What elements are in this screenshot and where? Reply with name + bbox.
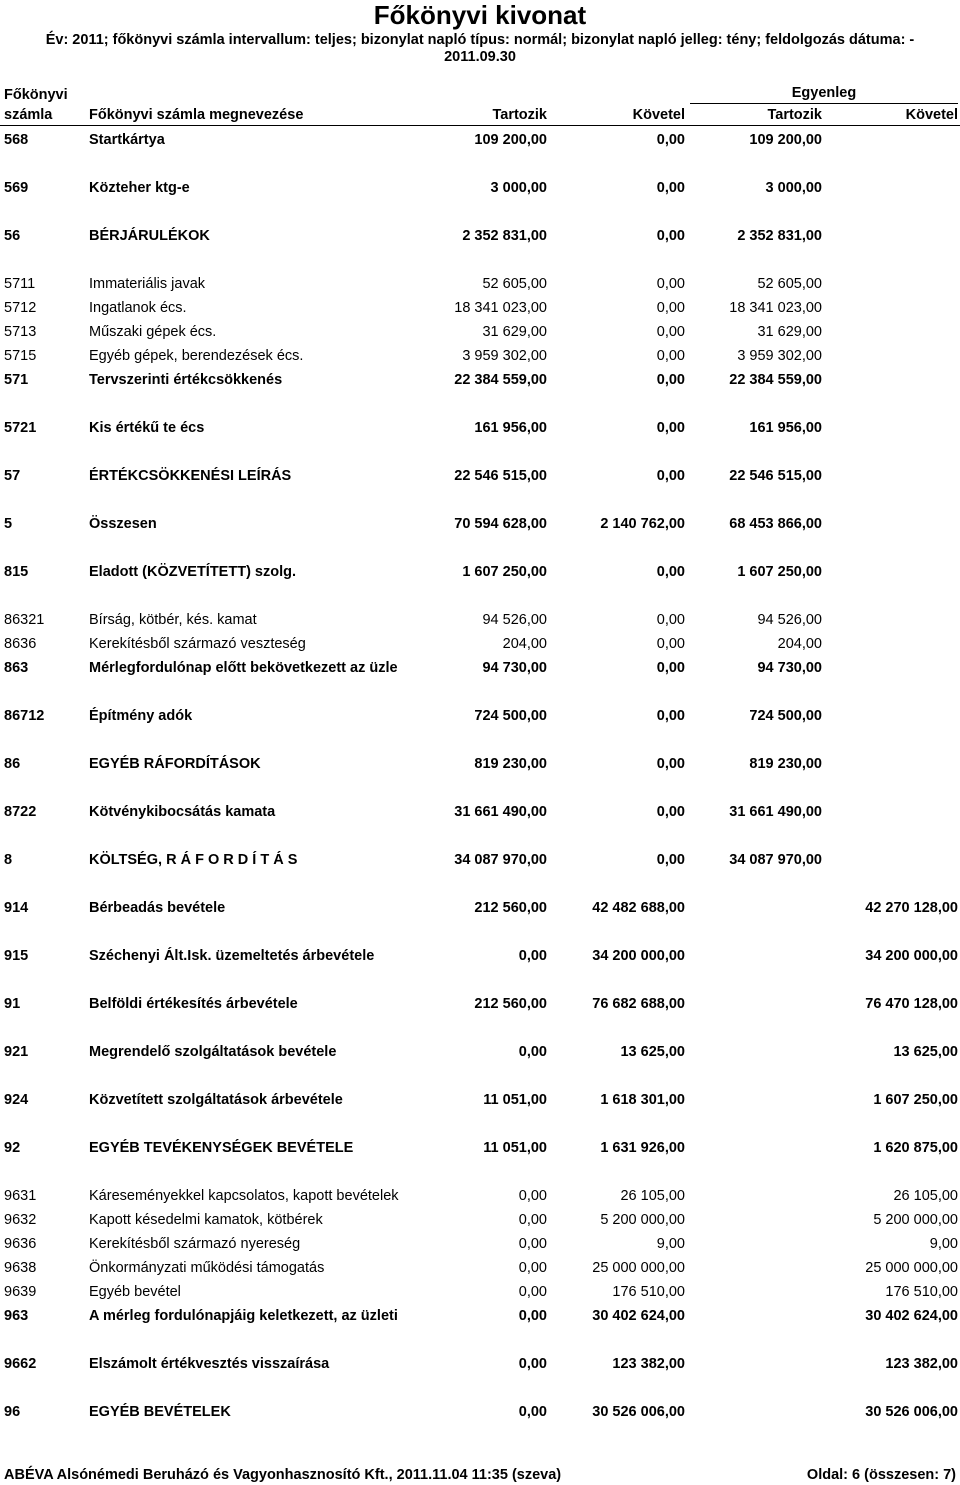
balance-credit-value: 30 402 624,00 [865,1308,958,1324]
account-number: 86 [4,756,21,772]
credit-value: 1 618 301,00 [600,1092,685,1108]
balance-credit-value: 13 625,00 [893,1044,958,1060]
header-account-line1: Főkönyvi [4,87,68,103]
table-row [0,1403,960,1421]
debit-value: 0,00 [518,1260,547,1276]
balance-credit-value: 25 000 000,00 [865,1260,958,1276]
account-name: Elszámolt értékvesztés visszaírása [89,1356,330,1372]
account-number: 569 [4,180,29,196]
account-number: 568 [4,132,29,148]
credit-value: 0,00 [656,300,685,316]
credit-value: 0,00 [656,756,685,772]
table-row [0,1187,960,1205]
credit-value: 26 105,00 [620,1188,685,1204]
balance-debit-value: 3 000,00 [765,180,822,196]
table-row [0,1211,960,1229]
balance-credit-value: 42 270 128,00 [865,900,958,916]
table-row [0,659,960,677]
debit-value: 212 560,00 [474,996,547,1012]
report-title: Főkönyvi kivonat [373,0,587,30]
balance-credit-value: 26 105,00 [893,1188,958,1204]
balance-debit-value: 22 546 515,00 [729,468,822,484]
credit-value: 0,00 [656,372,685,388]
balance-credit-value: 30 526 006,00 [865,1404,958,1420]
footer-company: ABÉVA Alsónémedi Beruházó és Vagyonhasznosító Kft., 2011.11.04 11:35 (szeva) [4,1467,562,1483]
debit-value: 31 661 490,00 [454,804,547,820]
table-row [0,179,960,197]
table-row [0,1259,960,1277]
table-row [0,347,960,365]
credit-value: 0,00 [656,564,685,580]
debit-value: 11 051,00 [483,1092,547,1108]
account-name: Kapott késedelmi kamatok, kötbérek [89,1212,323,1228]
account-name: Közvetített szolgáltatások árbevétele [89,1092,343,1108]
credit-value: 30 526 006,00 [592,1404,685,1420]
account-number: 86321 [4,612,45,628]
balance-debit-value: 2 352 831,00 [737,228,822,244]
balance-credit-value: 176 510,00 [885,1284,958,1300]
credit-value: 30 402 624,00 [592,1308,685,1324]
debit-value: 11 051,00 [483,1140,547,1156]
account-name: Egyéb bevétel [89,1284,181,1300]
header-balance: Egyenleg [791,85,857,101]
account-number: 8722 [4,804,37,820]
table-row [0,131,960,149]
table-row [0,707,960,725]
credit-value: 9,00 [656,1236,685,1252]
account-name: Bérbeadás bevétele [89,900,226,916]
credit-value: 0,00 [656,468,685,484]
account-number: 815 [4,564,29,580]
balance-credit-value: 1 620 875,00 [873,1140,958,1156]
header-balance-debit: Tartozik [767,107,822,123]
account-name: Mérlegfordulónap előtt bekövetkezett az üzle [89,660,398,676]
debit-value: 3 000,00 [490,180,547,196]
debit-value: 109 200,00 [474,132,547,148]
credit-value: 2 140 762,00 [600,516,685,532]
table-row [0,851,960,869]
credit-value: 1 631 926,00 [600,1140,685,1156]
account-number: 9632 [4,1212,37,1228]
report-subtitle [0,32,960,66]
debit-value: 0,00 [518,1212,547,1228]
account-name: Közteher ktg-e [89,180,190,196]
debit-value: 212 560,00 [474,900,547,916]
account-number: 5715 [4,348,37,364]
account-name: Eladott (KÖZVETÍTETT) szolg. [89,564,297,580]
debit-value: 0,00 [518,1356,547,1372]
account-name: EGYÉB TEVÉKENYSÉGEK BEVÉTELE [89,1140,354,1156]
balance-debit-value: 1 607 250,00 [737,564,822,580]
balance-credit-value: 34 200 000,00 [865,948,958,964]
account-name: Kötvénykibocsátás kamata [89,804,276,820]
credit-value: 0,00 [656,348,685,364]
account-name: Kerekítésből származó nyereség [89,1236,301,1252]
debit-value: 0,00 [518,1404,547,1420]
debit-value: 724 500,00 [474,708,547,724]
table-row [0,635,960,653]
balance-debit-value: 18 341 023,00 [729,300,822,316]
debit-value: 0,00 [518,1284,547,1300]
debit-value: 94 526,00 [482,612,547,628]
account-name: Építmény adók [89,708,193,724]
header-account-name: Főkönyvi számla megnevezése [89,107,304,123]
balance-debit-value: 724 500,00 [749,708,822,724]
credit-value: 123 382,00 [612,1356,685,1372]
table-row [0,947,960,965]
account-name: Széchenyi Ált.Isk. üzemeltetés árbevétele [89,948,375,964]
header-balance-rule [690,103,958,104]
balance-credit-value: 76 470 128,00 [865,996,958,1012]
account-name: ÉRTÉKCSÖKKENÉSI LEÍRÁS [89,468,292,484]
account-number: 9639 [4,1284,37,1300]
table-row [0,1283,960,1301]
subtitle-line-1: Év: 2011; főkönyvi számla intervallum: teljes; bizonylat napló típus: normál; bizonylat napló jelleg: tény; feldolgozás dátuma: - [45,32,915,48]
account-name: BÉRJÁRULÉKOK [89,228,210,244]
credit-value: 0,00 [656,660,685,676]
credit-value: 0,00 [656,636,685,652]
account-name: EGYÉB RÁFORDÍTÁSOK [89,756,261,772]
account-name: Kis értékű te écs [89,420,205,436]
table-row [0,1235,960,1253]
table-row [0,515,960,533]
account-name: Startkártya [89,132,165,148]
table-row [0,1307,960,1325]
account-number: 571 [4,372,29,388]
account-number: 9638 [4,1260,37,1276]
credit-value: 0,00 [656,276,685,292]
credit-value: 0,00 [656,612,685,628]
account-number: 863 [4,660,29,676]
debit-value: 0,00 [518,1188,547,1204]
account-number: 56 [4,228,21,244]
table-row [0,1043,960,1061]
credit-value: 76 682 688,00 [592,996,685,1012]
table-row [0,803,960,821]
table-row [0,371,960,389]
account-name: Műszaki gépek écs. [89,324,217,340]
debit-value: 2 352 831,00 [462,228,547,244]
credit-value: 0,00 [656,324,685,340]
account-name: Bírság, kötbér, kés. kamat [89,612,257,628]
account-name: Tervszerinti értékcsökkenés [89,372,283,388]
account-number: 914 [4,900,29,916]
credit-value: 0,00 [656,804,685,820]
account-number: 924 [4,1092,29,1108]
account-number: 9631 [4,1188,37,1204]
balance-credit-value: 123 382,00 [885,1356,958,1372]
balance-debit-value: 3 959 302,00 [737,348,822,364]
account-name: A mérleg fordulónapjáig keletkezett, az üzleti [89,1308,398,1324]
table-row [0,323,960,341]
account-name: Önkormányzati működési támogatás [89,1260,325,1276]
credit-value: 25 000 000,00 [592,1260,685,1276]
header-debit: Tartozik [492,107,547,123]
credit-value: 0,00 [656,420,685,436]
account-number: 5721 [4,420,37,436]
debit-value: 0,00 [518,1236,547,1252]
credit-value: 0,00 [656,228,685,244]
debit-value: 819 230,00 [474,756,547,772]
account-name: EGYÉB BEVÉTELEK [89,1404,231,1420]
debit-value: 70 594 628,00 [454,516,547,532]
credit-value: 42 482 688,00 [592,900,685,916]
table-row [0,227,960,245]
credit-value: 0,00 [656,708,685,724]
debit-value: 1 607 250,00 [462,564,547,580]
debit-value: 34 087 970,00 [454,852,547,868]
balance-debit-value: 34 087 970,00 [729,852,822,868]
balance-credit-value: 9,00 [929,1236,958,1252]
balance-credit-value: 5 200 000,00 [873,1212,958,1228]
balance-debit-value: 109 200,00 [749,132,822,148]
debit-value: 18 341 023,00 [454,300,547,316]
balance-debit-value: 819 230,00 [749,756,822,772]
account-name: KÖLTSÉG, R Á F O R D Í T Á S [89,852,298,868]
account-number: 915 [4,948,29,964]
credit-value: 0,00 [656,852,685,868]
credit-value: 0,00 [656,180,685,196]
debit-value: 204,00 [502,636,547,652]
account-name: Ingatlanok écs. [89,300,187,316]
credit-value: 176 510,00 [612,1284,685,1300]
account-name: Immateriális javak [89,276,206,292]
debit-value: 161 956,00 [474,420,547,436]
balance-debit-value: 94 730,00 [757,660,822,676]
table-row [0,1139,960,1157]
debit-value: 0,00 [518,948,547,964]
account-name: Belföldi értékesítés árbevétele [89,996,298,1012]
header-bottom-rule [0,125,960,126]
balance-debit-value: 52 605,00 [757,276,822,292]
table-row [0,755,960,773]
header-credit: Követel [632,107,685,123]
account-number: 5713 [4,324,37,340]
table-row [0,563,960,581]
account-number: 57 [4,468,21,484]
footer-page: Oldal: 6 (összesen: 7) [806,1467,956,1483]
account-number: 96 [4,1404,21,1420]
balance-credit-value: 1 607 250,00 [873,1092,958,1108]
account-number: 92 [4,1140,21,1156]
account-name: Káreseményekkel kapcsolatos, kapott bevételek [89,1188,399,1204]
credit-value: 13 625,00 [620,1044,685,1060]
account-name: Kerekítésből származó veszteség [89,636,306,652]
table-row [0,1091,960,1109]
debit-value: 94 730,00 [482,660,547,676]
balance-debit-value: 22 384 559,00 [729,372,822,388]
account-number: 5711 [4,276,36,292]
table-row [0,611,960,629]
debit-value: 52 605,00 [482,276,547,292]
account-number: 8636 [4,636,37,652]
balance-debit-value: 31 629,00 [757,324,822,340]
balance-debit-value: 161 956,00 [749,420,822,436]
balance-debit-value: 204,00 [777,636,822,652]
account-number: 9636 [4,1236,37,1252]
account-number: 5 [4,516,13,532]
debit-value: 3 959 302,00 [462,348,547,364]
table-row [0,995,960,1013]
balance-debit-value: 31 661 490,00 [729,804,822,820]
credit-value: 0,00 [656,132,685,148]
credit-value: 34 200 000,00 [592,948,685,964]
account-name: Egyéb gépek, berendezések écs. [89,348,304,364]
account-number: 8 [4,852,13,868]
table-row [0,275,960,293]
balance-debit-value: 94 526,00 [757,612,822,628]
header-account-line2: számla [4,107,53,123]
debit-value: 22 546 515,00 [454,468,547,484]
table-row [0,899,960,917]
debit-value: 0,00 [518,1308,547,1324]
table-row [0,299,960,317]
account-number: 963 [4,1308,29,1324]
debit-value: 31 629,00 [482,324,547,340]
table-row [0,467,960,485]
table-row [0,419,960,437]
table-row [0,1355,960,1373]
account-name: Megrendelő szolgáltatások bevétele [89,1044,337,1060]
account-number: 91 [4,996,21,1012]
account-name: Összesen [89,516,157,532]
header-balance-credit: Követel [905,107,958,123]
balance-debit-value: 68 453 866,00 [729,516,822,532]
account-number: 5712 [4,300,37,316]
account-number: 9662 [4,1356,37,1372]
subtitle-line-2: 2011.09.30 [444,49,516,65]
debit-value: 0,00 [518,1044,547,1060]
account-number: 921 [4,1044,29,1060]
debit-value: 22 384 559,00 [454,372,547,388]
account-number: 86712 [4,708,45,724]
credit-value: 5 200 000,00 [600,1212,685,1228]
